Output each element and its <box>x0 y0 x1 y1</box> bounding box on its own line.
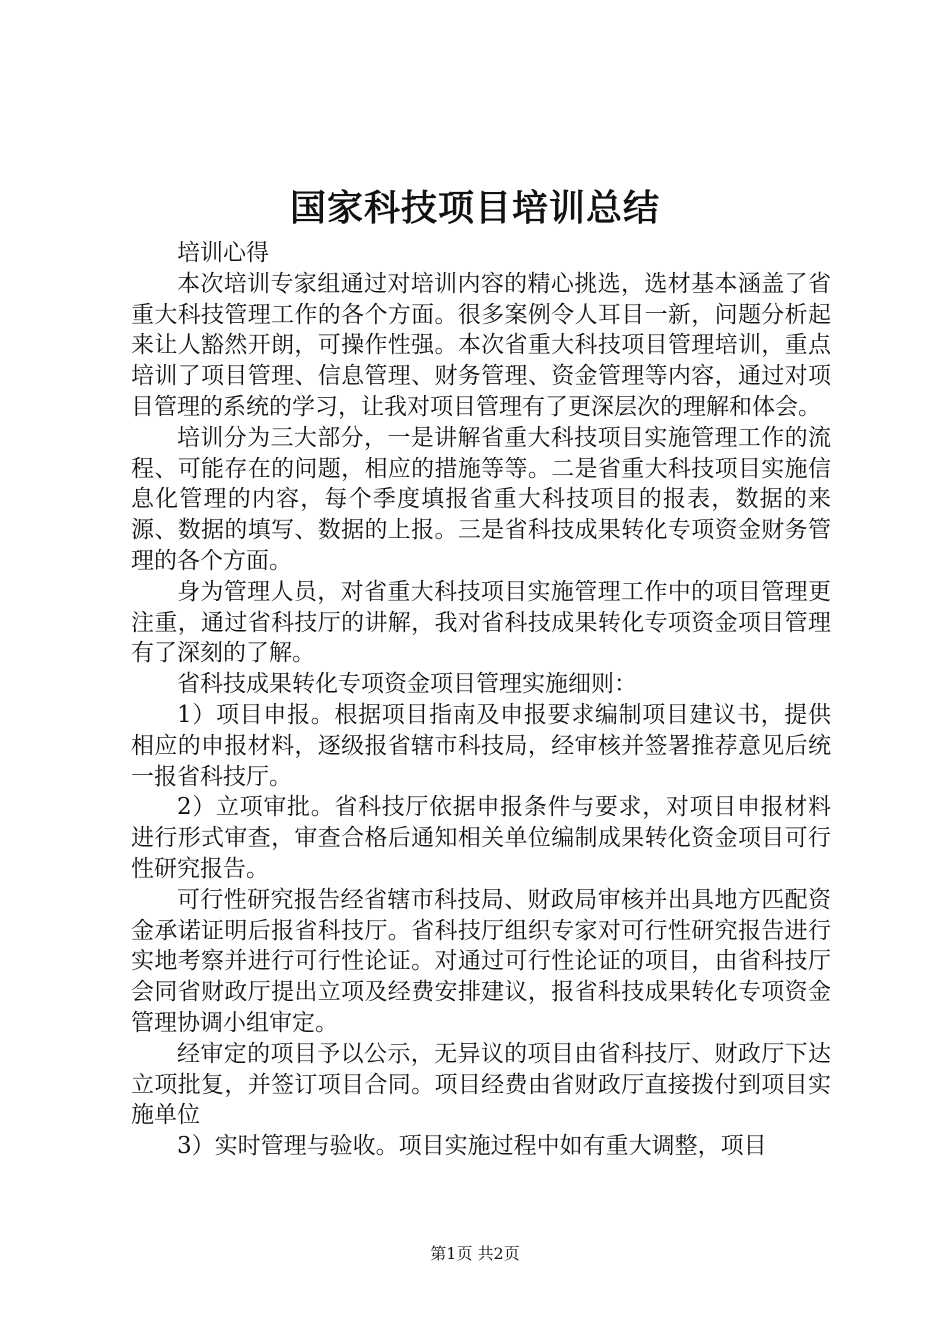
paragraph-heading: 培训心得 <box>177 240 269 266</box>
page-footer: 第1页 共2页 <box>430 1244 520 1263</box>
paragraph: 本次培训专家组通过对培训内容的精心挑选，选材基本涵盖了省重大科技管理工作的各个方面。很多案例令人耳目一新，问题分析起来让人豁然开朗，可操作性强。本次省重大科技项目管理培训，重点培训了项目管理、信息管理、财务管理、资金管理等内容，通过对项目管理的系统的学习，让我对项目管理有了更深层次的理解和体会。 <box>131 270 831 420</box>
paragraph: 经审定的项目予以公示，无异议的项目由省科技厅、财政厅下达立项批复，并签订项目合同。项目经费由省财政厅直接拨付到项目实施单位 <box>131 1040 831 1129</box>
list-item: 1）项目申报。根据项目指南及申报要求编制项目建议书，提供相应的申报材料，逐级报省辖市科技局，经审核并签署推荐意见后统一报省科技厅。 <box>131 701 831 790</box>
paragraph: 身为管理人员，对省重大科技项目实施管理工作中的项目管理更注重，通过省科技厅的讲解，我对省科技成果转化专项资金项目管理有了深刻的了解。 <box>131 578 831 667</box>
paragraph: 省科技成果转化专项资金项目管理实施细则： <box>177 671 637 698</box>
page-title: 国家科技项目培训总结 <box>289 187 660 229</box>
list-item: 2）立项审批。省科技厅依据申报条件与要求，对项目申报材料进行形式审查，审查合格后通知相关单位编制成果转化资金项目可行性研究报告。 <box>131 794 831 882</box>
paragraph: 培训分为三大部分，一是讲解省重大科技项目实施管理工作的流程、可能存在的问题，相应的措施等等。二是省重大科技项目实施信息化管理的内容，每个季度填报省重大科技项目的报表，数据的来源、数据的填写、数据的上报。三是省科技成果转化专项资金财务管理的各个方面。 <box>131 424 831 574</box>
paragraph: 可行性研究报告经省辖市科技局、财政局审核并出具地方匹配资金承诺证明后报省科技厅。省科技厅组织专家对可行性研究报告进行实地考察并进行可行性论证。对通过可行性论证的项目，由省科技厅会同省财政厅提出立项及经费安排建议，报省科技成果转化专项资金管理协调小组审定。 <box>131 886 831 1036</box>
document-body <box>131 238 831 1162</box>
list-item: 3）实时管理与验收。项目实施过程中如有重大调整，项目 <box>177 1133 767 1160</box>
